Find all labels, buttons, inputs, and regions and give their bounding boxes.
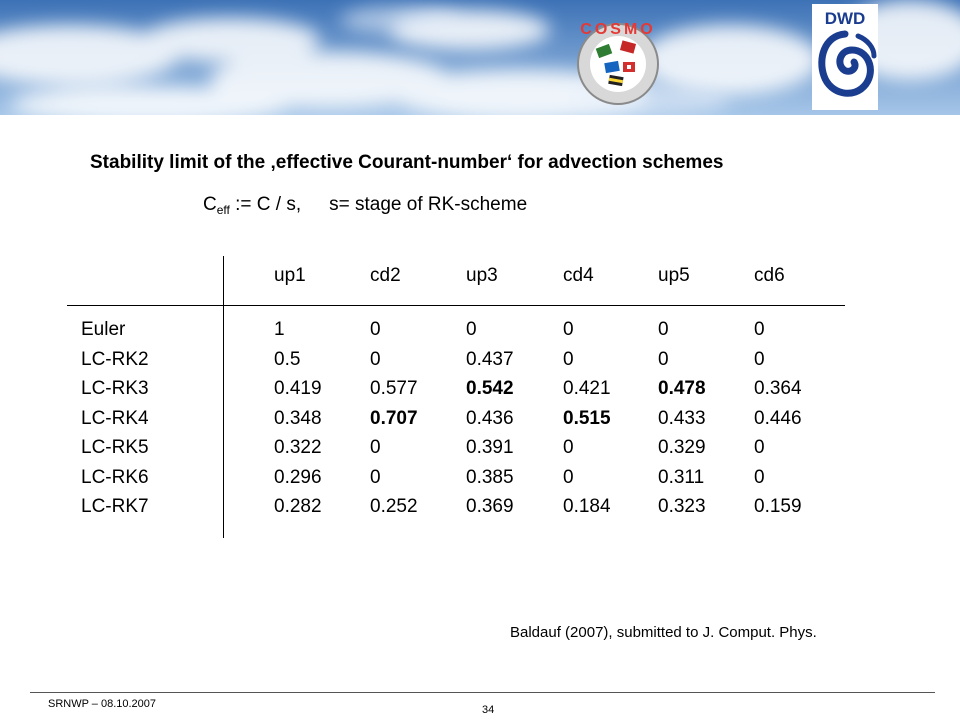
column-header-cd4: cd4 bbox=[563, 265, 594, 286]
formula-c: C bbox=[203, 194, 217, 215]
table-vertical-divider bbox=[223, 256, 224, 538]
table-header-divider bbox=[67, 305, 845, 306]
page-number: 34 bbox=[482, 704, 495, 716]
table-cell: 0.329 bbox=[658, 437, 706, 458]
table-cell: 0 bbox=[370, 319, 381, 340]
table-cell: 1 bbox=[274, 319, 285, 340]
table-cell: 0 bbox=[658, 319, 669, 340]
table-cell: 0.364 bbox=[754, 378, 802, 399]
dwd-logo-text: DWD bbox=[824, 9, 866, 28]
table-cell: 0.296 bbox=[274, 466, 322, 488]
formula-subscript: eff bbox=[216, 203, 230, 217]
column-header-cd2: cd2 bbox=[370, 265, 401, 286]
table-cell: 0.436 bbox=[466, 407, 514, 429]
formula-rhs: := C / s, bbox=[229, 194, 302, 215]
table-cell: 0.707 bbox=[370, 407, 418, 429]
table-cell: 0.577 bbox=[370, 378, 418, 399]
table-cell: 0 bbox=[563, 437, 574, 458]
table-cell: 0.348 bbox=[274, 407, 322, 429]
row-label: LC-RK3 bbox=[81, 378, 149, 399]
table-cell: 0.282 bbox=[274, 496, 322, 517]
table-cell: 0 bbox=[466, 319, 477, 340]
column-header-up1: up1 bbox=[274, 265, 306, 286]
table-cell: 0.433 bbox=[658, 407, 706, 429]
formula-stage-definition: s= stage of RK-scheme bbox=[329, 194, 528, 215]
citation: Baldauf (2007), submitted to J. Comput. Phys. bbox=[510, 624, 817, 641]
cosmo-logo bbox=[565, 12, 671, 112]
cosmo-logo-text: COSMO bbox=[580, 21, 656, 38]
table-cell: 0.421 bbox=[563, 378, 611, 399]
table-cell: 0 bbox=[754, 348, 765, 370]
footer-divider bbox=[30, 692, 935, 693]
column-header-up5: up5 bbox=[658, 265, 690, 286]
table-cell: 0.446 bbox=[754, 407, 802, 429]
table-cell: 0 bbox=[563, 348, 574, 370]
table-cell: 0 bbox=[370, 437, 381, 458]
table-cell: 0 bbox=[563, 466, 574, 488]
table-cell: 0.323 bbox=[658, 496, 706, 517]
footer-date: SRNWP – 08.10.2007 bbox=[48, 698, 157, 710]
table-cell: 0.159 bbox=[754, 496, 802, 517]
table-cell: 0 bbox=[754, 437, 765, 458]
table-cell: 0.478 bbox=[658, 378, 706, 399]
table-cell: 0 bbox=[370, 348, 381, 370]
row-label: LC-RK6 bbox=[81, 466, 149, 488]
formula-line bbox=[203, 194, 527, 216]
table-cell: 0.391 bbox=[466, 437, 514, 458]
table-cell: 0.515 bbox=[563, 407, 611, 429]
header-banner bbox=[0, 0, 960, 115]
table-cell: 0 bbox=[658, 348, 669, 370]
table-cell: 0.322 bbox=[274, 437, 322, 458]
table-cell: 0.5 bbox=[274, 348, 301, 370]
table-cell: 0.437 bbox=[466, 348, 514, 370]
table-cell: 0.369 bbox=[466, 496, 514, 517]
table-cell: 0.252 bbox=[370, 496, 418, 517]
table-cell: 0 bbox=[370, 466, 381, 488]
table-cell: 0.184 bbox=[563, 496, 611, 517]
table-cell: 0.542 bbox=[466, 378, 514, 399]
column-header-cd6: cd6 bbox=[754, 265, 785, 286]
table-cell: 0.419 bbox=[274, 378, 322, 399]
row-label: Euler bbox=[81, 319, 126, 340]
table-cell: 0 bbox=[754, 466, 765, 488]
table-cell: 0 bbox=[754, 319, 765, 340]
row-label: LC-RK5 bbox=[81, 437, 149, 458]
row-label: LC-RK2 bbox=[81, 348, 149, 370]
dwd-logo bbox=[812, 4, 878, 110]
column-header-up3: up3 bbox=[466, 265, 498, 286]
slide-title: Stability limit of the ‚effective Courant-number‘ for advection schemes bbox=[90, 152, 724, 173]
row-label: LC-RK4 bbox=[81, 407, 149, 429]
table-cell: 0.385 bbox=[466, 466, 514, 488]
table-cell: 0.311 bbox=[658, 466, 705, 488]
table-cell: 0 bbox=[563, 319, 574, 340]
row-label: LC-RK7 bbox=[81, 496, 149, 517]
